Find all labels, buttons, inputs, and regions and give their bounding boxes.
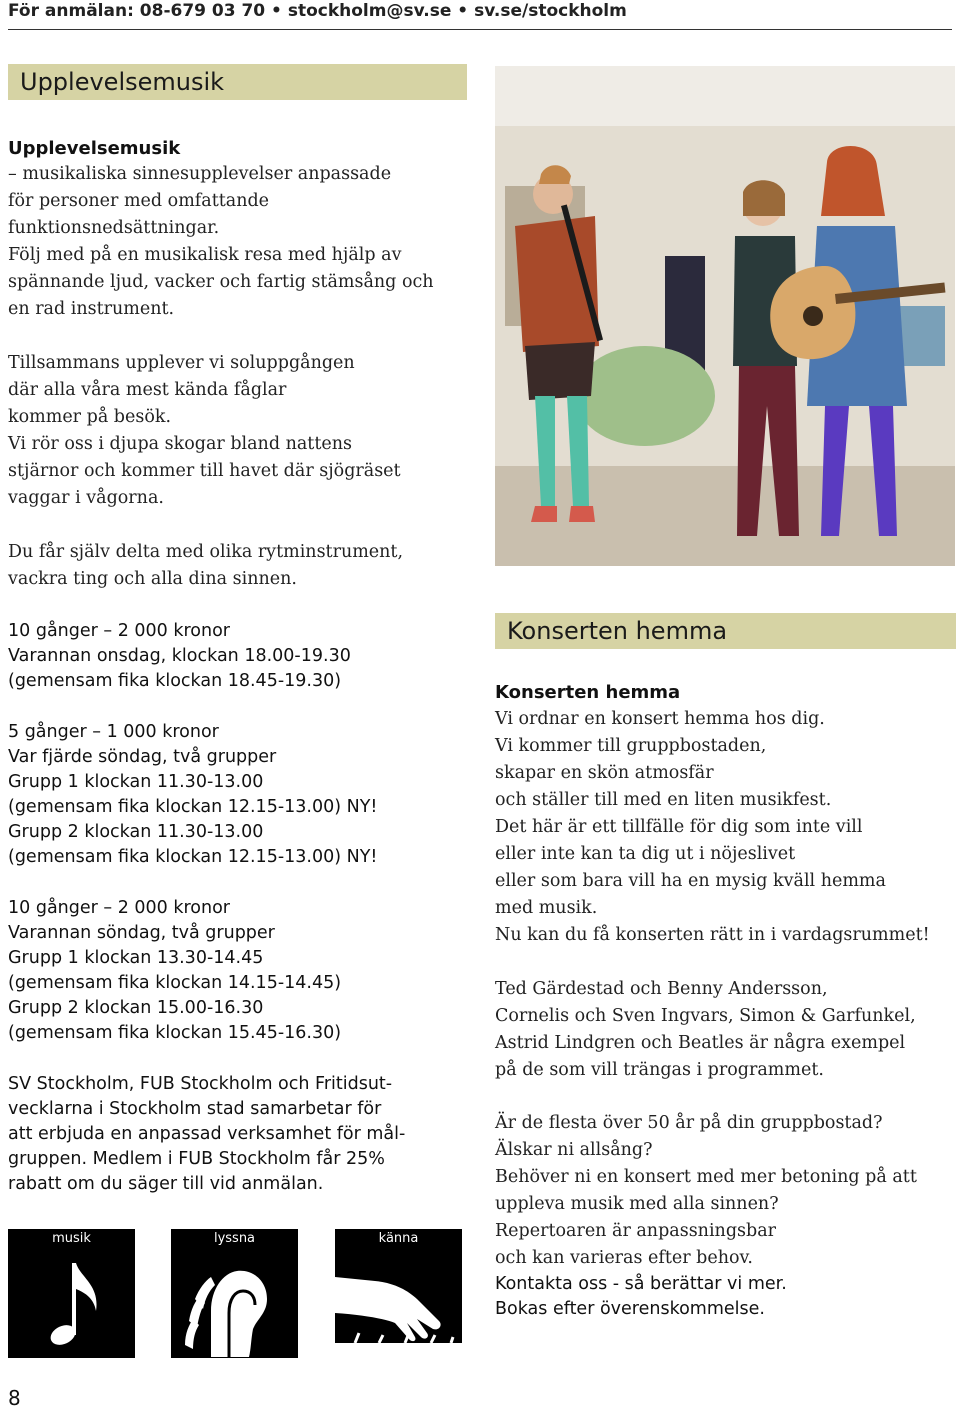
concert-intro-paragraph: Vi ordnar en konsert hemma hos dig. Vi kommer till gruppbostaden, skapar en skön atmosfär och ställer till med en liten musikfest. Det här är ett tillfälle för dig som inte vill eller inte kan ta dig ut i nöjeslivet eller som bara vill ha en mysig kväll hemma med musik. Nu kan du få konserten rätt in i vardagsrummet!: [495, 709, 930, 945]
page-number: 8: [8, 1386, 21, 1410]
ear-icon: [171, 1229, 298, 1358]
pictogram-kanna: [335, 1229, 462, 1358]
music-note-icon: [8, 1229, 135, 1358]
subhead-konserten-hemma: Konserten hemma: [495, 682, 681, 703]
intro-paragraph: – musikaliska sinnesupplevelser anpassade för personer med omfattande funktionsnedsättningar. Följ med på en musikalisk resa med hjälp av spännande ljud, vacker och fartig stämsång och en rad instrument.: [8, 164, 434, 319]
musicians-image: [495, 66, 955, 566]
hand-icon: [335, 1229, 462, 1358]
section-title-konserten-hemma: Konserten hemma: [495, 613, 956, 649]
pictogram-label: känna: [378, 1231, 419, 1246]
participation-paragraph: Du får själv delta med olika rytminstrument, vackra ting och alla dina sinnen.: [8, 542, 404, 589]
header-divider: [8, 29, 952, 30]
concert-photo: [495, 66, 955, 566]
pictogram-musik: [8, 1229, 135, 1358]
experience-paragraph: Tillsammans upplever vi soluppgången där alla våra mest kända fåglar kommer på besök. Vi rör oss i djupa skogar bland nattens stjärnor och kommer till havet där sjögräset vaggar i vågorna.: [8, 353, 401, 508]
header-contact-line: För anmälan: 08-679 03 70 • stockholm@sv.se • sv.se/stockholm: [8, 1, 627, 21]
questions-paragraph: Är de flesta över 50 år på din gruppbostad? Älskar ni allsång? Behöver ni en konsert med mer betoning på att uppleva musik med alla sinnen? Repertoaren är anpassningsbar och kan varieras efter behov.: [495, 1113, 917, 1268]
section-title-upplevelsemusik: Upplevelsemusik: [8, 64, 467, 100]
subhead-upplevelsemusik: Upplevelsemusik: [8, 138, 181, 159]
pictogram-label: musik: [52, 1231, 91, 1246]
schedule-wednesday: 10 gånger – 2 000 kronor Varannan onsdag, klockan 18.00-19.30 (gemensam fika klockan 18.45-19.30): [8, 621, 351, 691]
schedule-sunday-long: 10 gånger – 2 000 kronor Varannan söndag, två grupper Grupp 1 klockan 13.30-14.45 (gemensam fika klockan 14.15-14.45) Grupp 2 klockan 15.00-16.30 (gemensam fika klockan 15.45-16.30): [8, 898, 342, 1043]
schedule-sunday-short: 5 gånger – 1 000 kronor Var fjärde söndag, två grupper Grupp 1 klockan 11.30-13.00 (gemensam fika klockan 12.15-13.00) NY! Grupp 2 klockan 11.30-13.00 (gemensam fika klockan 12.15-13.00) NY!: [8, 722, 378, 867]
pictogram-lyssna: [171, 1229, 298, 1358]
repertoire-examples-paragraph: Ted Gärdestad och Benny Andersson, Cornelis och Sven Ingvars, Simon & Garfunkel, Astrid Lindgren och Beatles är några exempel på de som vill trängas i programmet.: [495, 979, 916, 1080]
pictogram-label: lyssna: [213, 1231, 256, 1246]
contact-paragraph: Kontakta oss - så berättar vi mer. Bokas efter överenskommelse.: [495, 1274, 787, 1319]
partners-paragraph: SV Stockholm, FUB Stockholm och Fritidsut- vecklarna i Stockholm stad samarbetar för att erbjuda en anpassad verksamhet för mål- gruppen. Medlem i FUB Stockholm får 25% rabatt om du säger till vid anmälan.: [8, 1074, 406, 1194]
